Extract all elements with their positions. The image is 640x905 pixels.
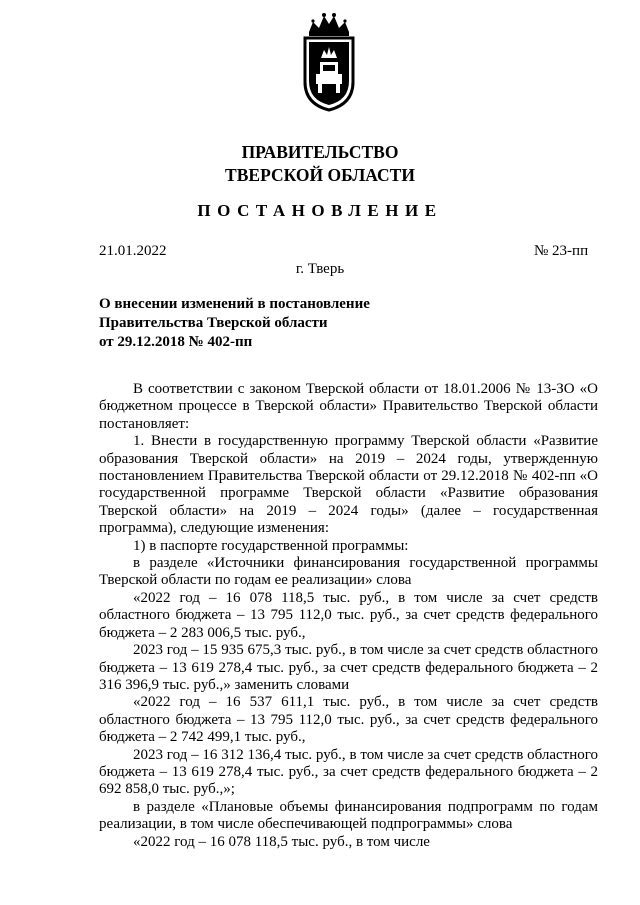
subject-line-3: от 29.12.2018 № 402-пп [99,334,253,350]
body-paragraph: в разделе «Плановые объемы финансирования подпрограмм по годам реализации, в том числе обеспечивающей подпрограммы» слова [99,798,598,833]
government-line-2: ТВЕРСКОЙ ОБЛАСТИ [225,165,415,185]
body-paragraph: 1) в паспорте государственной программы: [133,537,409,554]
coat-of-arms-icon [299,10,359,112]
government-line-1: ПРАВИТЕЛЬСТВО [241,142,399,162]
subject-line-1: О внесении изменений в постановление [99,296,370,312]
document-date: 21.01.2022 [99,243,167,259]
body-paragraph: 2023 год – 15 935 675,3 тыс. руб., в том числе за счет средств областного бюджета – 13 619 278,4 тыс. руб., за счет средств федерального бюджета – 2 316 396,9 тыс. руб.,» заменить словами [99,642,598,693]
document-subject [99,295,370,352]
body-paragraph: В соответствии с законом Тверской области от 18.01.2006 № 13-ЗО «О бюджетном процессе в Тверской области» Правительство Тверской области постановляет: [99,381,598,432]
body-paragraph: «2022 год – 16 078 118,5 тыс. руб., в том числе за счет средств областного бюджета – 13 795 112,0 тыс. руб., за счет средств федерального бюджета – 2 283 006,5 тыс. руб., [99,589,598,641]
body-paragraph: 2023 год – 16 312 136,4 тыс. руб., в том числе за счет средств областного бюджета – 13 619 278,4 тыс. руб., за счет средств федерального бюджета – 2 692 858,0 тыс. руб.,»; [99,746,598,798]
subject-line-2: Правительства Тверской области [99,315,328,331]
document-city: г. Тверь [295,261,345,277]
government-title [0,141,640,187]
body-paragraph: 1. Внести в государственную программу Тверской области «Развитие образования Тверской области» на 2019 – 2024 годы, утвержденную постановлением Правительства Тверской области от 29.12.2018 № 402-пп «О государственной программе Тверской области «Развитие образования Тверской области» на 2019 – 2024 годы» (далее – государственная программа), следующие изменения: [99,433,598,537]
document-type-title: ПОСТАНОВЛЕНИЕ [197,201,443,220]
document-number: № 23-пп [534,243,589,259]
body-paragraph: «2022 год – 16 537 611,1 тыс. руб., в том числе за счет средств областного бюджета – 13 795 112,0 тыс. руб., за счет средств федерального бюджета – 2 742 499,1 тыс. руб., [99,694,598,746]
body-paragraph: в разделе «Источники финансирования государственной программы Тверской области по годам ее реализации» слова [99,555,598,589]
document-body [99,381,598,851]
body-paragraph: «2022 год – 16 078 118,5 тыс. руб., в том числе [133,833,430,850]
